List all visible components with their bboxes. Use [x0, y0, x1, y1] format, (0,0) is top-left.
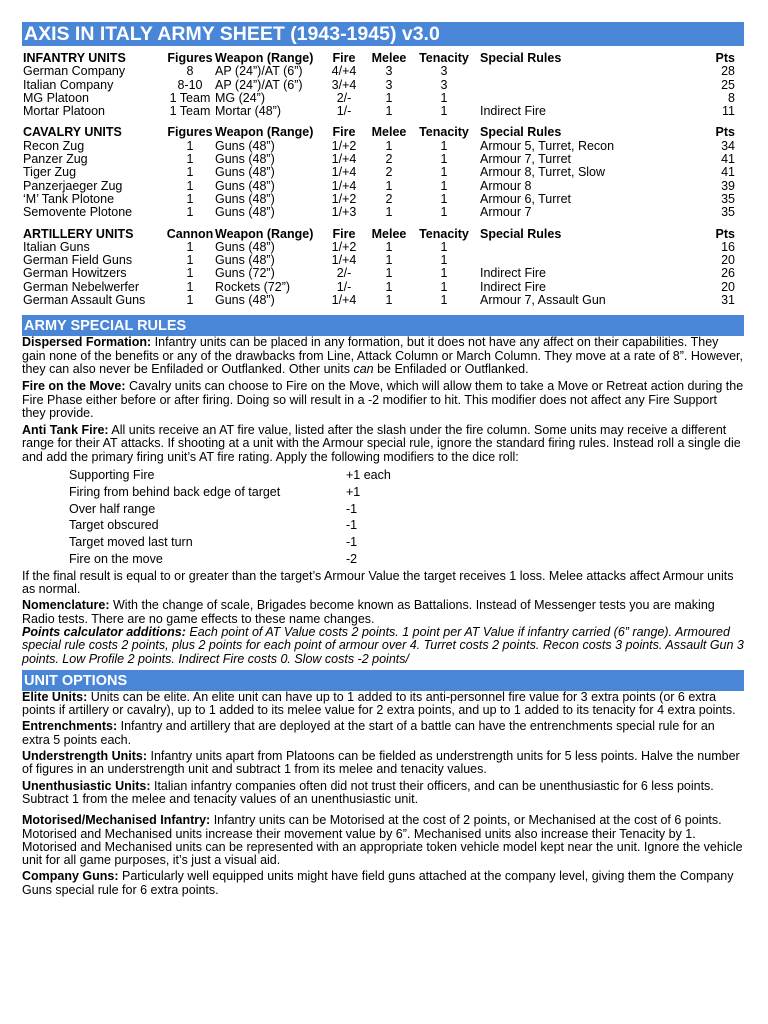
cell-tenacity: 1 [440, 138, 448, 153]
option-understrength-units: Understrength Units: Infantry units apart from Platoons can be fielded as understrength units for 5 less points. Halve the number of figures in an understrength unit and subtract 1 from its melee and tenacity values. [22, 749, 740, 777]
modifier-row [22, 534, 744, 551]
modifier-value: +1 [346, 484, 361, 499]
table-header-row [22, 126, 744, 139]
cell-melee: 1 [385, 138, 393, 153]
column-header-fire: Fire [332, 125, 356, 140]
army-special-rules-heading: ARMY SPECIAL RULES [22, 315, 744, 336]
modifier-label: Firing from behind back edge of target [69, 484, 281, 499]
cell-unit-name: ‘M’ Tank Plotone [23, 191, 115, 206]
cell-fire: 2/- [336, 266, 352, 281]
cell-tenacity: 1 [440, 253, 448, 268]
cell-points: 26 [721, 266, 735, 281]
cell-special-rules: Indirect Fire [480, 104, 546, 119]
modifier-value: -1 [346, 518, 358, 533]
modifier-row [22, 501, 744, 518]
cell-melee: 1 [385, 104, 393, 119]
table-row [22, 254, 744, 267]
cell-figures: 1 [186, 253, 194, 268]
cavalry-units-table [22, 126, 744, 219]
cell-figures: 1 [186, 266, 194, 281]
cell-special-rules: Armour 7, Turret [480, 152, 571, 167]
column-header-special-rules: Special Rules [480, 51, 562, 65]
cell-points: 20 [721, 253, 735, 268]
cell-fire: 3/+4 [331, 77, 357, 92]
cell-weapon-range: AP (24”)/AT (6”) [215, 77, 303, 92]
rule-dispersed-formation: Dispersed Formation: Infantry units can be placed in any formation, but it does not have any affect on their capabilities. They gain none of the benefits or any of the drawbacks from Line, Attack Column or March Column. They move at a rate of 8”. However, they can also never be Enfiladed or Outflanked. Other units can be Enfiladed or Outflanked. [22, 335, 743, 376]
cell-melee: 1 [385, 253, 393, 268]
cell-tenacity: 1 [440, 205, 448, 220]
cell-melee: 2 [385, 165, 393, 180]
column-header-melee: Melee [371, 226, 407, 241]
column-header-unit-name: CAVALRY UNITS [23, 125, 122, 140]
cell-points: 41 [721, 152, 735, 167]
column-header-figures: Figures [167, 125, 213, 140]
column-header-special-rules: Special Rules [480, 125, 562, 140]
unit-tables [22, 52, 744, 307]
cell-points: 31 [721, 293, 735, 308]
modifier-label: Supporting Fire [69, 468, 155, 483]
unit-options-heading: UNIT OPTIONS [22, 670, 744, 691]
modifier-label: Target obscured [69, 518, 159, 533]
cell-tenacity: 1 [440, 239, 448, 254]
table-row [22, 140, 744, 153]
column-header-weapon-range: Weapon (Range) [215, 125, 314, 140]
cell-figures: 1 Team [169, 90, 211, 105]
cell-points: 39 [721, 178, 735, 193]
column-header-points: Pts [715, 125, 735, 140]
column-header-fire: Fire [332, 226, 356, 241]
option-entrenchments: Entrenchments: Infantry and artillery that are deployed at the start of a battle can have the entrenchments special rule for an extra 5 points each. [22, 719, 715, 747]
cell-points: 35 [721, 191, 735, 206]
cell-fire: 1/+2 [331, 191, 357, 206]
column-header-melee: Melee [371, 125, 407, 140]
table-header-row [22, 52, 744, 65]
cell-weapon-range: Guns (48”) [215, 293, 275, 308]
cell-figures: 1 Team [169, 104, 211, 119]
cell-unit-name: German Company [23, 64, 126, 79]
cell-fire: 1/+4 [331, 178, 357, 193]
cell-figures: 1 [186, 138, 194, 153]
cell-tenacity: 1 [440, 104, 448, 119]
table-row [22, 241, 744, 254]
cell-tenacity: 1 [440, 279, 448, 294]
cell-weapon-range: AP (24”)/AT (6”) [215, 64, 303, 79]
column-header-unit-name: INFANTRY UNITS [23, 51, 126, 65]
table-row [22, 153, 744, 166]
cell-tenacity: 1 [440, 191, 448, 206]
cell-special-rules: Armour 8, Turret, Slow [480, 165, 606, 180]
cell-weapon-range: Guns (48”) [215, 253, 275, 268]
cell-fire: 1/+4 [331, 165, 357, 180]
cell-fire: 2/- [336, 90, 352, 105]
cell-melee: 1 [385, 178, 393, 193]
modifier-value: +1 each [346, 468, 391, 483]
cell-tenacity: 1 [440, 293, 448, 308]
rule-anti-tank-fire: Anti Tank Fire: All units receive an AT fire value, listed after the slash under the fire column. Some units may receive a different range for their AT attacks. If shooting at a unit with the Armour special rule, ignore the standard firing rules. Instead roll a single die and add the primary firing unit’s AT fire rating. Apply the following modifiers to the dice roll: [22, 423, 741, 464]
cell-fire: 1/+2 [331, 138, 357, 153]
rule-final-result: If the final result is equal to or greater than the target’s Armour Value the target receives 1 loss. Melee attacks affect Armour units as normal. [22, 568, 734, 597]
cell-unit-name: German Howitzers [23, 266, 127, 281]
cell-figures: 1 [186, 239, 194, 254]
cell-unit-name: Italian Guns [23, 239, 90, 254]
cell-points: 28 [721, 64, 735, 79]
table-row [22, 105, 744, 118]
cell-unit-name: German Field Guns [23, 253, 133, 268]
table-row [22, 92, 744, 105]
cell-points: 25 [721, 77, 735, 92]
option-company-guns: Company Guns: Particularly well equipped units might have field guns attached at the company level, giving them the Company Guns special rule for 6 extra points. [22, 869, 734, 897]
table-row [22, 206, 744, 219]
cell-weapon-range: Guns (48”) [215, 205, 275, 220]
cell-fire: 1/- [336, 104, 352, 119]
cell-tenacity: 1 [440, 266, 448, 281]
cell-special-rules: Indirect Fire [480, 279, 546, 294]
column-header-melee: Melee [371, 51, 407, 65]
points-calculator-additions: Points calculator additions: Each point of AT Value costs 2 points. 1 point per AT Value if infantry carried (6” range). Armoured special rule costs 2 points, plus 2 points for each point of armour over 4. Turret costs 2 points. Recon costs 3 points. Assault Gun 3 points. Low Profile 2 points. Indirect Fire costs 0. Slow costs -2 points/ [22, 624, 744, 666]
cell-points: 8 [728, 90, 735, 105]
cell-melee: 1 [385, 279, 393, 294]
cell-points: 16 [721, 239, 735, 254]
cell-figures: 1 [186, 191, 194, 206]
cell-special-rules: Indirect Fire [480, 266, 546, 281]
modifier-row [22, 517, 744, 534]
column-header-fire: Fire [332, 51, 356, 65]
cell-unit-name: Recon Zug [23, 138, 85, 153]
cell-figures: 8-10 [177, 77, 203, 92]
cell-weapon-range: Guns (72”) [215, 266, 275, 281]
table-row [22, 166, 744, 179]
table-row [22, 79, 744, 92]
cell-weapon-range: Rockets (72”) [215, 279, 291, 294]
modifier-row [22, 551, 744, 568]
option-unenthusiastic-units: Unenthusiastic Units: Italian infantry companies often did not trust their officers, and can be unenthusiastic for 6 less points. Subtract 1 from the melee and tenacity values of an unenthusiastic unit. [22, 778, 714, 806]
army-special-rules [22, 336, 744, 666]
rule-nomenclature: Nomenclature: With the change of scale, Brigades become known as Battalions. Instead of Messenger tests you are making Radio tests. There are no game effects to these name changes. [22, 598, 715, 626]
cell-unit-name: Panzer Zug [23, 152, 88, 167]
cell-unit-name: MG Platoon [23, 90, 90, 105]
cell-weapon-range: Guns (48”) [215, 138, 275, 153]
column-header-points: Pts [715, 51, 735, 65]
table-row [22, 65, 744, 78]
modifier-label: Over half range [69, 501, 156, 516]
cell-special-rules: Armour 7 [480, 205, 532, 220]
cell-fire: 1/- [336, 279, 352, 294]
cell-melee: 1 [385, 266, 393, 281]
column-header-figures: Figures [167, 51, 213, 65]
anti-tank-modifiers [22, 467, 744, 568]
cell-points: 41 [721, 165, 735, 180]
cell-unit-name: Tiger Zug [23, 165, 77, 180]
modifier-row [22, 467, 744, 484]
cell-weapon-range: Guns (48”) [215, 239, 275, 254]
cell-points: 34 [721, 138, 735, 153]
column-header-points: Pts [715, 226, 735, 241]
cell-special-rules: Armour 6, Turret [480, 191, 571, 206]
cell-tenacity: 3 [440, 64, 448, 79]
cell-fire: 1/+4 [331, 253, 357, 268]
unit-options [22, 691, 744, 897]
cell-unit-name: German Nebelwerfer [23, 279, 140, 294]
cell-figures: 1 [186, 165, 194, 180]
cell-melee: 1 [385, 205, 393, 220]
cell-melee: 3 [385, 77, 393, 92]
cell-weapon-range: Mortar (48”) [215, 104, 281, 119]
cell-tenacity: 1 [440, 152, 448, 167]
rule-fire-on-the-move: Fire on the Move: Cavalry units can choose to Fire on the Move, which will allow them to take a Move or Retreat action during the Fire Phase either before or after firing. Doing so will result in a -2 modifier to hit. This modifier does not affect any Fire Support they provide. [22, 379, 744, 420]
table-row [22, 281, 744, 294]
cell-unit-name: German Assault Guns [23, 293, 146, 308]
cell-unit-name: Italian Company [23, 77, 114, 92]
cell-weapon-range: MG (24”) [215, 90, 265, 105]
army-sheet [22, 22, 744, 897]
infantry-units-table [22, 52, 744, 118]
column-header-figures: Cannon [166, 226, 214, 241]
cell-figures: 1 [186, 152, 194, 167]
column-header-weapon-range: Weapon (Range) [215, 51, 314, 65]
cell-tenacity: 1 [440, 178, 448, 193]
modifier-value: -1 [346, 535, 358, 550]
table-row [22, 294, 744, 307]
cell-special-rules: Armour 8 [480, 178, 532, 193]
cell-melee: 3 [385, 64, 393, 79]
cell-unit-name: Panzerjaeger Zug [23, 178, 123, 193]
column-header-tenacity: Tenacity [419, 226, 469, 241]
cell-tenacity: 3 [440, 77, 448, 92]
cell-fire: 1/+3 [331, 205, 357, 220]
cell-melee: 1 [385, 293, 393, 308]
cell-points: 20 [721, 279, 735, 294]
cell-fire: 1/+4 [331, 293, 357, 308]
cell-fire: 1/+4 [331, 152, 357, 167]
column-header-weapon-range: Weapon (Range) [215, 226, 314, 241]
modifier-value: -1 [346, 501, 358, 516]
cell-special-rules: Armour 7, Assault Gun [480, 293, 606, 308]
cell-melee: 2 [385, 191, 393, 206]
cell-melee: 1 [385, 90, 393, 105]
cell-weapon-range: Guns (48”) [215, 152, 275, 167]
cell-unit-name: Mortar Platoon [23, 104, 105, 119]
cell-melee: 1 [385, 239, 393, 254]
table-row [22, 193, 744, 206]
column-header-tenacity: Tenacity [419, 51, 469, 65]
cell-fire: 1/+2 [331, 239, 357, 254]
cell-tenacity: 1 [440, 90, 448, 105]
cell-figures: 8 [186, 64, 194, 79]
option-elite-units: Elite Units: Units can be elite. An elite unit can have up to 1 added to its anti-personnel fire value for 3 extra points (or 6 extra points if artillery or cavalry), up to 1 added to its melee value for 2 extra points, and up to 1 added to its tenacity for 4 extra points. [22, 689, 736, 718]
modifier-row [22, 484, 744, 501]
cell-points: 35 [721, 205, 735, 220]
cell-weapon-range: Guns (48”) [215, 191, 275, 206]
cell-weapon-range: Guns (48”) [215, 178, 275, 193]
column-header-special-rules: Special Rules [480, 226, 562, 241]
cell-melee: 2 [385, 152, 393, 167]
cell-fire: 4/+4 [331, 64, 357, 79]
cell-points: 11 [722, 104, 735, 119]
cell-special-rules: Armour 5, Turret, Recon [480, 138, 615, 153]
option-motorised-mechanised: Motorised/Mechanised Infantry: Infantry units can be Motorised at the cost of 2 points, or Mechanised at the cost of 6 points. Motorised and Mechanised units increase their movement value by 6”. Mechanised units also increase their Tenacity by 1. Motorised and Mechanised units can be represented with an appropriate token vehicle model kept near the unit. Ignore the vehicle unit for all game purposes, it’s just a visual aid. [22, 813, 743, 868]
cell-figures: 1 [186, 293, 194, 308]
cell-figures: 1 [186, 205, 194, 220]
column-header-unit-name: ARTILLERY UNITS [23, 226, 134, 241]
table-row [22, 267, 744, 280]
modifier-label: Target moved last turn [69, 535, 193, 550]
artillery-units-table [22, 228, 744, 308]
column-header-tenacity: Tenacity [419, 125, 469, 140]
modifier-value: -2 [346, 552, 358, 566]
cell-figures: 1 [186, 178, 194, 193]
cell-unit-name: Semovente Plotone [23, 205, 133, 220]
table-row [22, 180, 744, 193]
cell-tenacity: 1 [440, 165, 448, 180]
cell-figures: 1 [186, 279, 194, 294]
cell-weapon-range: Guns (48”) [215, 165, 275, 180]
table-header-row [22, 228, 744, 241]
modifier-label: Fire on the move [69, 552, 163, 566]
page-title: AXIS IN ITALY ARMY SHEET (1943-1945) v3.0 [22, 22, 744, 46]
